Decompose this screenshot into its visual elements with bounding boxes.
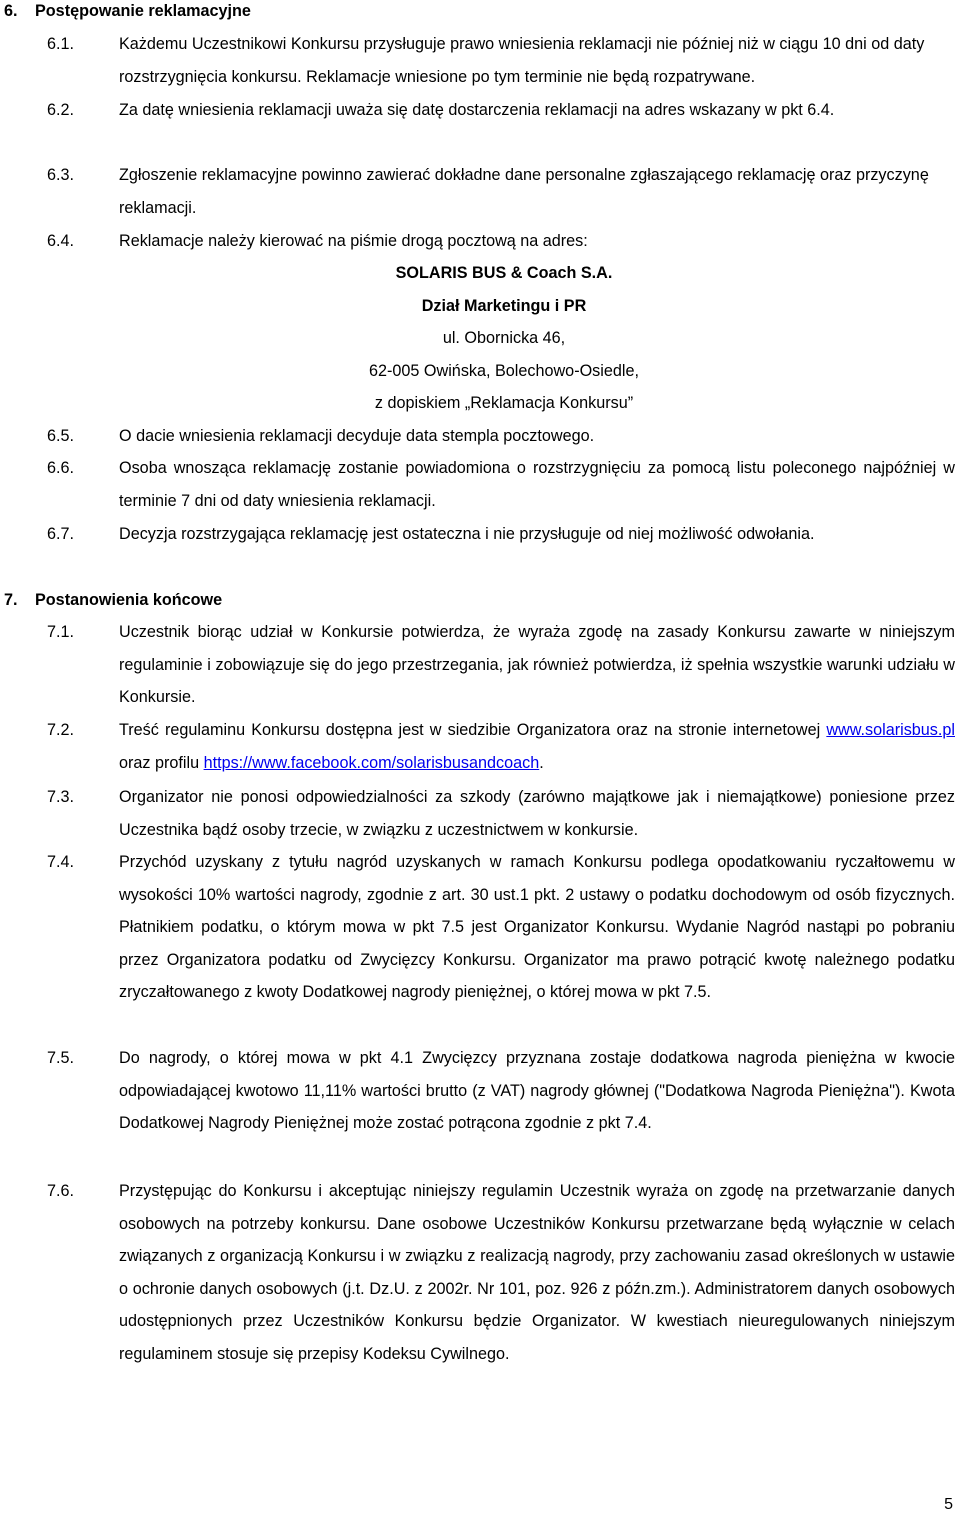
- address-note: z dopiskiem „Reklamacja Konkursu”: [374, 394, 634, 412]
- clause-number: 6.1.: [47, 35, 75, 53]
- clause-number: 7.1.: [47, 623, 75, 641]
- clause-number: 6.7.: [47, 525, 75, 543]
- address-city: 62-005 Owińska, Bolechowo-Osiedle,: [369, 361, 639, 380]
- clause-text: [119, 714, 955, 779]
- clause-text-part: oraz profilu: [119, 753, 204, 772]
- section-7-number: 7.: [4, 591, 18, 609]
- page-number: 5: [944, 1496, 953, 1513]
- clause-text: Organizator nie ponosi odpowiedzialności za szkody (zarówno majątkowe jak i niemajątkowe) poniesione przez Uczestnika bądź osoby trzecie, w związku z uczestnictwem w konkursie.: [119, 788, 955, 839]
- clause-number: 6.4.: [47, 232, 75, 250]
- clause-text: Osoba wnosząca reklamację zostanie powiadomiona o rozstrzygnięciu za pomocą listu poleconego najpóźniej w terminie 7 dni od daty wniesienia reklamacji.: [119, 459, 955, 510]
- section-7-title: Postanowienia końcowe: [35, 591, 223, 609]
- section-6-heading: [4, 0, 251, 23]
- clause-number: 6.3.: [47, 166, 75, 184]
- clause-number: 7.2.: [47, 721, 75, 739]
- clause-text: O dacie wniesienia reklamacji decyduje data stempla pocztowego.: [119, 427, 595, 445]
- clause-text: Przystępując do Konkursu i akceptując niniejszy regulamin Uczestnik wyraża on zgodę na przetwarzanie danych osobowych na potrzeby konkursu. Dane osobowe Uczestników Konkursu przetwarzane będą wyłącznie w celach związanych z organizacją Konkursu i w związku z realizacją nagrody, przy zachowaniu zasad określonych w ustawie o ochronie danych osobowych (j.t. Dz.U. z 2002r. Nr 101, poz. 926 z późn.zm.). Administratorem danych osobowych udostępnionych przez Uczestników Konkursu będzie Organizator. W kwestiach nieuregulowanych niniejszym regulaminem stosuje się przepisy Kodeksu Cywilnego.: [119, 1182, 955, 1363]
- clause-text: Decyzja rozstrzygająca reklamację jest ostateczna i nie przysługuje od niej możliwość odwołania.: [119, 525, 815, 543]
- clause-number: 7.4.: [47, 853, 75, 871]
- address-department: Dział Marketingu i PR: [421, 296, 587, 315]
- clause-text: Do nagrody, o której mowa w pkt 4.1 Zwycięzcy przyznana zostaje dodatkowa nagroda pieniężna w kwocie odpowiadającej kwotowo 11,11% wartości brutto (z VAT) nagrody głównej ("Dodatkowa Nagroda Pieniężna"). Kwota Dodatkowej Nagrody Pieniężnej może zostać potrącona zgodnie z pkt 7.4.: [119, 1049, 955, 1132]
- clause-text: Reklamacje należy kierować na piśmie drogą pocztową na adres:: [119, 232, 588, 250]
- clause-text-part: .: [539, 753, 544, 772]
- clause-number: 7.6.: [47, 1182, 75, 1200]
- clause-text: Uczestnik biorąc udział w Konkursie potwierdza, że wyraża zgodę na zasady Konkursu zawarte w niniejszym regulaminie i zobowiązuje się do jego przestrzegania, jak również potwierdza, iż spełnia wszystkie warunki udziału w Konkursie.: [119, 623, 955, 706]
- clause-number: 6.6.: [47, 459, 75, 477]
- clause-text-part: Treść regulaminu Konkursu dostępna jest w siedzibie Organizatora oraz na stronie internetowej: [119, 721, 827, 739]
- clause-text: Przychód uzyskany z tytułu nagród uzyskanych w ramach Konkursu podlega opodatkowaniu ryczałtowemu w wysokości 10% wartości nagrody, zgodnie z art. 30 ust.1 pkt. 2 ustawy o podatku dochodowym od osób fizycznych. Płatnikiem podatku, o którym mowa w pkt 7.5 jest Organizator Konkursu. Wydanie Nagród nastąpi po pobraniu przez Organizatora podatku od Zwycięzcy Konkursu. Organizator ma prawo potrącić kwotę należnego podatku zryczałtowanego z kwoty Dodatkowej nagrody pieniężnej, o której mowa w pkt 7.5.: [119, 853, 955, 1001]
- clause-number: 6.2.: [47, 101, 75, 119]
- clause-number: 6.5.: [47, 427, 75, 445]
- address-street: ul. Obornicka 46,: [442, 329, 566, 347]
- mailing-address: [119, 257, 889, 420]
- facebook-profile-link[interactable]: https://www.facebook.com/solarisbusandcoach: [203, 753, 540, 772]
- clause-number: 7.5.: [47, 1049, 75, 1067]
- clause-text: Zgłoszenie reklamacyjne powinno zawierać dokładne dane personalne zgłaszającego reklamację oraz przyczynę reklamacji.: [119, 166, 929, 217]
- section-7-heading: [4, 588, 222, 612]
- address-company: SOLARIS BUS & Coach S.A.: [395, 264, 613, 282]
- solarisbus-website-link[interactable]: www.solarisbus.pl: [826, 721, 955, 739]
- clause-text: Za datę wniesienia reklamacji uważa się datę dostarczenia reklamacji na adres wskazany w pkt 6.4.: [119, 101, 835, 119]
- clause-number: 7.3.: [47, 788, 75, 806]
- clause-text: Każdemu Uczestnikowi Konkursu przysługuje prawo wniesienia reklamacji nie później niż w ciągu 10 dni od daty rozstrzygnięcia konkursu. Reklamacje wniesione po tym terminie nie będą rozpatrywane.: [119, 35, 925, 86]
- section-6-title: Postępowanie reklamacyjne: [35, 2, 251, 20]
- section-6-number: 6.: [4, 2, 18, 20]
